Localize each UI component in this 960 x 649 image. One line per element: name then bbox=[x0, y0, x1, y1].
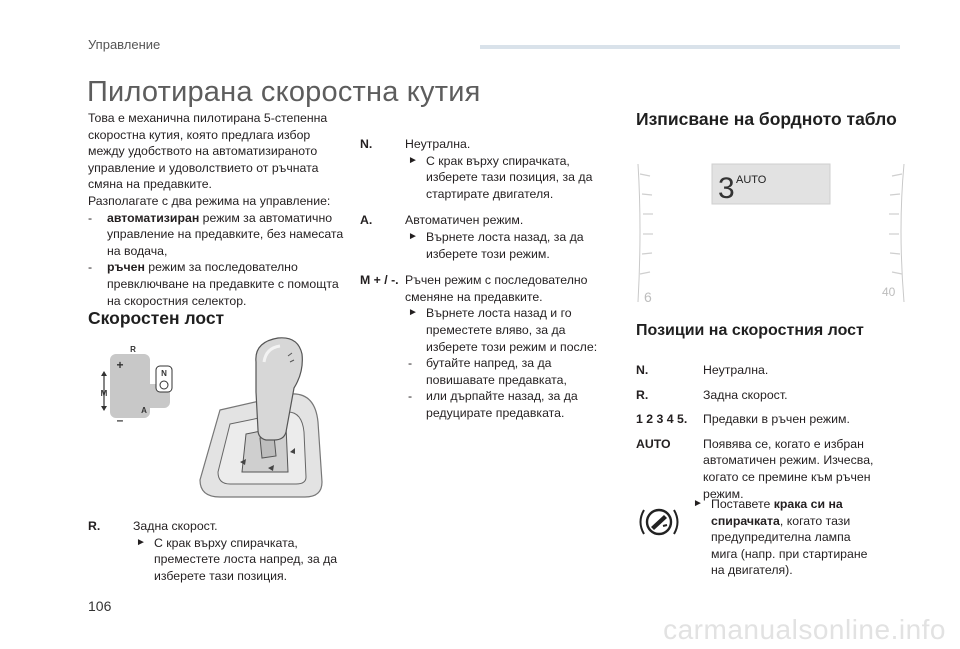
intro-modes-lead: Разполагате с два режима на управление: bbox=[88, 193, 331, 208]
page-title: Пилотирана скоростна кутия bbox=[87, 76, 481, 108]
header-bar bbox=[480, 45, 900, 49]
label-plus: + bbox=[116, 358, 124, 372]
note-text: Поставете bbox=[711, 497, 774, 511]
label-r: R bbox=[130, 345, 136, 354]
definition-term: AUTO bbox=[636, 436, 671, 451]
watermark: carmanualsonline.info bbox=[663, 614, 946, 645]
mode-description: режим за последователно превключване на предавките с помощта на скоростния селектор. bbox=[107, 260, 339, 308]
intro-text bbox=[88, 110, 346, 309]
definition-term: N. bbox=[360, 137, 373, 151]
reverse-description bbox=[88, 518, 338, 584]
label-minus: – bbox=[116, 413, 124, 427]
header-section: Управление bbox=[88, 37, 161, 52]
definition-row bbox=[360, 136, 610, 202]
definition-term: N. bbox=[636, 363, 649, 377]
label-n: N bbox=[161, 369, 167, 378]
note-text: , когато тази предупредителна лампа мига (напр. при стартиране на двигателя). bbox=[711, 513, 868, 578]
positions-heading: Позиции на скоростния лост bbox=[636, 322, 864, 339]
arrow-bullet-icon: ► bbox=[408, 230, 418, 242]
dashboard-heading: Изписване на бордното табло bbox=[636, 109, 897, 129]
definition-row bbox=[360, 272, 610, 421]
definition-term: R. bbox=[636, 387, 649, 402]
definition-term: 1 2 3 4 5. bbox=[636, 412, 688, 427]
instruction bbox=[405, 229, 610, 262]
mode-name: ръчен bbox=[107, 260, 145, 275]
definition-text: Задна скорост. bbox=[703, 387, 788, 402]
page-number: 106 bbox=[88, 598, 112, 614]
brake-note bbox=[690, 496, 880, 579]
definition-body bbox=[133, 518, 338, 584]
lever-heading: Скоростен лост bbox=[88, 308, 225, 328]
definition-body bbox=[405, 272, 610, 421]
definition-body bbox=[405, 136, 610, 202]
arrow-bullet-icon: ► bbox=[136, 536, 146, 548]
definition-text: Автоматичен режим. bbox=[405, 213, 524, 228]
arrow-bullet-icon: ► bbox=[693, 498, 703, 509]
definition-row bbox=[636, 436, 906, 502]
list-item bbox=[88, 259, 346, 309]
definition-term: M + / -. bbox=[360, 273, 399, 288]
dial-right-number: 40 bbox=[882, 285, 896, 299]
definition-row bbox=[636, 387, 906, 404]
gear-lever-diagram bbox=[90, 332, 335, 512]
shift-pattern-icon bbox=[101, 345, 172, 427]
definition-text: Ръчен режим с последователно сменяне на предавките. bbox=[405, 273, 588, 304]
definition-body bbox=[405, 212, 610, 262]
mode-description: режим за автоматично управление на предавките, без намесата на водача, bbox=[107, 210, 344, 258]
mode-name: автоматизиран bbox=[107, 210, 200, 225]
instruction-text: С крак върху спирачката, изберете тази позиция, за да стартирате двигателя. bbox=[426, 153, 593, 201]
list-item: - или дърпайте назад, за да редуцирате предавката. bbox=[405, 388, 610, 421]
instrument-panel-image bbox=[636, 154, 906, 304]
arrow-bullet-icon: ► bbox=[408, 307, 418, 319]
definition-text: Предавки в ръчен режим. bbox=[703, 412, 850, 427]
label-m: M bbox=[100, 389, 108, 398]
modes-list bbox=[360, 136, 610, 422]
foot-on-brake-warning-icon bbox=[636, 504, 682, 540]
definition-text: Неутрална. bbox=[703, 363, 769, 377]
instruction bbox=[405, 153, 610, 203]
instruction bbox=[405, 305, 610, 355]
label-a: A bbox=[141, 406, 147, 415]
list-item: - бутайте напред, за да повишавате предавката, bbox=[405, 355, 610, 388]
instruction-text: С крак върху спирачката, преместете лоста напред, за да изберете тази позиция. bbox=[154, 535, 338, 583]
definition-row bbox=[360, 212, 610, 262]
definition-text: Появява се, когато е избран автоматичен режим. Изчесва, когато се премине към ръчен режим. bbox=[703, 436, 874, 501]
definition-row bbox=[636, 362, 906, 379]
dial-left-number: 6 bbox=[644, 289, 652, 304]
positions-list bbox=[636, 362, 906, 502]
arrow-bullet-icon: ► bbox=[408, 154, 418, 166]
definition-text: Неутрална. bbox=[405, 137, 471, 151]
gear-display: 3 bbox=[718, 172, 735, 205]
intro-paragraph: Това е механична пилотирана 5-степенна скоростна кутия, която предлага избор между удобството на автоматизираното управление и удоволствието от ръчната смяна на предавките. bbox=[88, 111, 328, 192]
instruction-text: Върнете лоста назад, за да изберете този режим. bbox=[426, 229, 584, 261]
instruction bbox=[690, 496, 880, 579]
list-item bbox=[88, 210, 346, 260]
definition-term: R. bbox=[88, 519, 101, 533]
mode-display: AUTO bbox=[736, 174, 767, 186]
definition-text: Задна скорост. bbox=[133, 519, 218, 533]
definition-row bbox=[88, 518, 338, 584]
definition-term: A. bbox=[360, 213, 373, 228]
note-emphasis: крака си на спирачката bbox=[711, 497, 843, 528]
instruction-text: Върнете лоста назад и го преместете вляво, за да изберете този режим и после: bbox=[426, 306, 598, 354]
instruction bbox=[133, 535, 338, 585]
definition-row bbox=[636, 411, 906, 428]
